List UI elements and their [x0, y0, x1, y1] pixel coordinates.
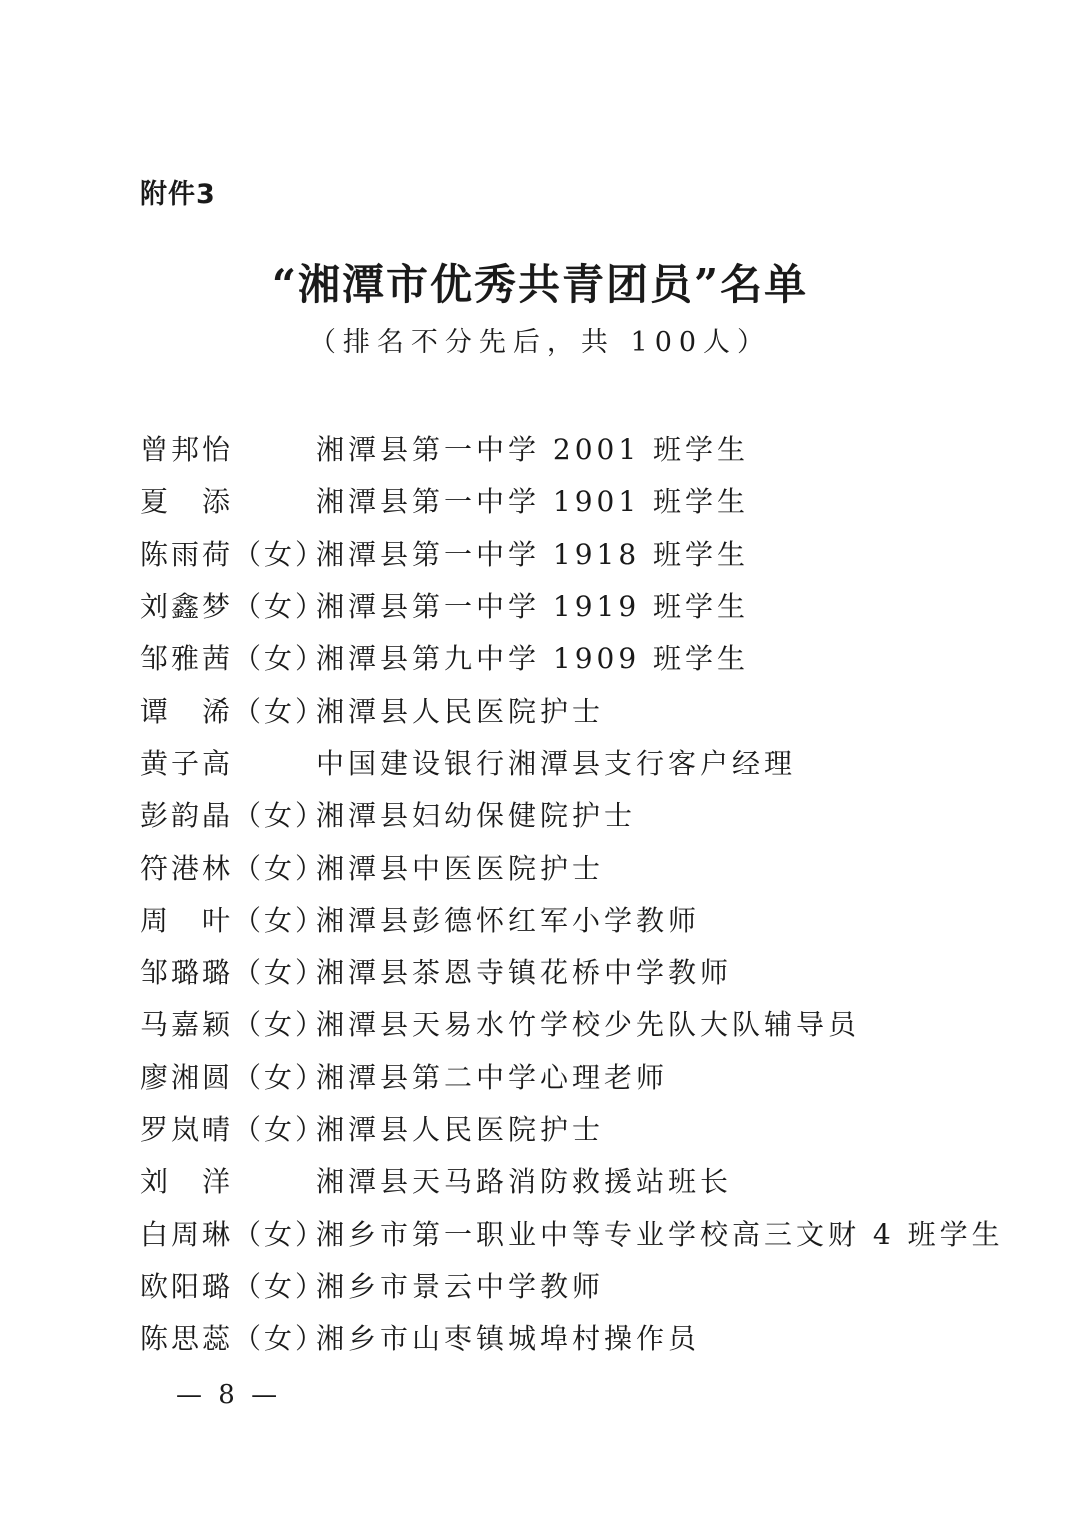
honoree-name: 邹璐璐（女） — [140, 956, 327, 990]
honoree-position: 湘潭县人民医院护士 — [316, 1113, 605, 1146]
attachment-label: 附件3 — [140, 179, 216, 210]
honoree-position: 湘潭县人民医院护士 — [316, 694, 605, 728]
honoree-name: 白周琳（女） — [140, 1217, 327, 1251]
honoree-position: 湘潭县中医医院护士 — [316, 851, 605, 885]
honoree-name: 符港林（女） — [140, 851, 327, 885]
honoree-position: 湘潭县天马路消防救援站班长 — [316, 1165, 733, 1199]
list-item — [140, 997, 1000, 1049]
honoree-name: 曾邦怡 — [140, 433, 234, 467]
list-item — [140, 422, 1000, 474]
list-item — [140, 1154, 1000, 1206]
list-item — [140, 945, 1000, 997]
honoree-position: 湘潭县彭德怀红军小学教师 — [316, 903, 701, 937]
honoree-name: 夏 添 — [140, 485, 234, 519]
honoree-position: 中国建设银行湘潭县支行客户经理 — [316, 746, 797, 780]
honoree-name: 陈雨荷（女） — [140, 537, 327, 571]
list-item — [140, 893, 1000, 945]
page-number: — 8 — — [176, 1380, 282, 1410]
list-item — [140, 683, 1000, 735]
honoree-name: 廖湘圆（女） — [140, 1060, 327, 1094]
list-item — [140, 527, 1000, 579]
honoree-position: 湘潭县第一中学 2001 班学生 — [316, 433, 750, 467]
honoree-name: 刘 洋 — [140, 1165, 234, 1199]
honoree-name: 欧阳璐（女） — [140, 1269, 327, 1303]
list-item — [140, 1311, 1000, 1363]
honoree-position: 湘乡市第一职业中等专业学校高三文财 4 班学生 — [316, 1217, 1004, 1251]
list-item — [140, 474, 1000, 526]
list-item — [140, 631, 1000, 683]
list-item — [140, 1102, 1000, 1154]
honoree-position: 湘潭县第九中学 1909 班学生 — [316, 642, 750, 676]
list-item — [140, 840, 1000, 892]
list-item — [140, 1050, 1000, 1102]
honoree-position: 湘潭县第一中学 1901 班学生 — [316, 485, 750, 519]
list-item — [140, 579, 1000, 631]
document-title: “湘潭市优秀共青团员”名单 — [271, 260, 809, 309]
list-item — [140, 1206, 1004, 1258]
honoree-position: 湘潭县第一中学 1919 班学生 — [316, 590, 750, 624]
honoree-list — [140, 422, 1004, 1363]
honoree-position: 湘潭县茶恩寺镇花桥中学教师 — [316, 956, 733, 990]
honoree-position: 湘潭县第一中学 1918 班学生 — [316, 537, 750, 571]
honoree-name: 邹雅茜（女） — [140, 642, 327, 676]
honoree-position: 湘乡市山枣镇城埠村操作员 — [316, 1322, 701, 1356]
honoree-position: 湘乡市景云中学教师 — [316, 1269, 605, 1303]
list-item — [140, 788, 1000, 840]
honoree-position: 湘潭县第二中学心理老师 — [316, 1060, 669, 1094]
list-item — [140, 736, 1000, 788]
honoree-name: 陈思蕊（女） — [140, 1322, 327, 1356]
honoree-name: 黄子高 — [140, 746, 234, 780]
honoree-name: 刘鑫梦（女） — [140, 590, 327, 624]
honoree-position: 湘潭县妇幼保健院护士 — [316, 799, 637, 833]
document-subtitle: （排名不分先后，共 100人） — [308, 327, 772, 358]
honoree-name: 马嘉颖（女） — [140, 1008, 327, 1042]
list-item — [140, 1259, 1000, 1311]
honoree-name: 谭 浠（女） — [140, 694, 327, 728]
honoree-name: 罗岚晴（女） — [140, 1113, 327, 1146]
honoree-position: 湘潭县天易水竹学校少先队大队辅导员 — [316, 1008, 861, 1042]
honoree-name: 彭韵晶（女） — [140, 799, 327, 833]
honoree-name: 周 叶（女） — [140, 903, 327, 937]
